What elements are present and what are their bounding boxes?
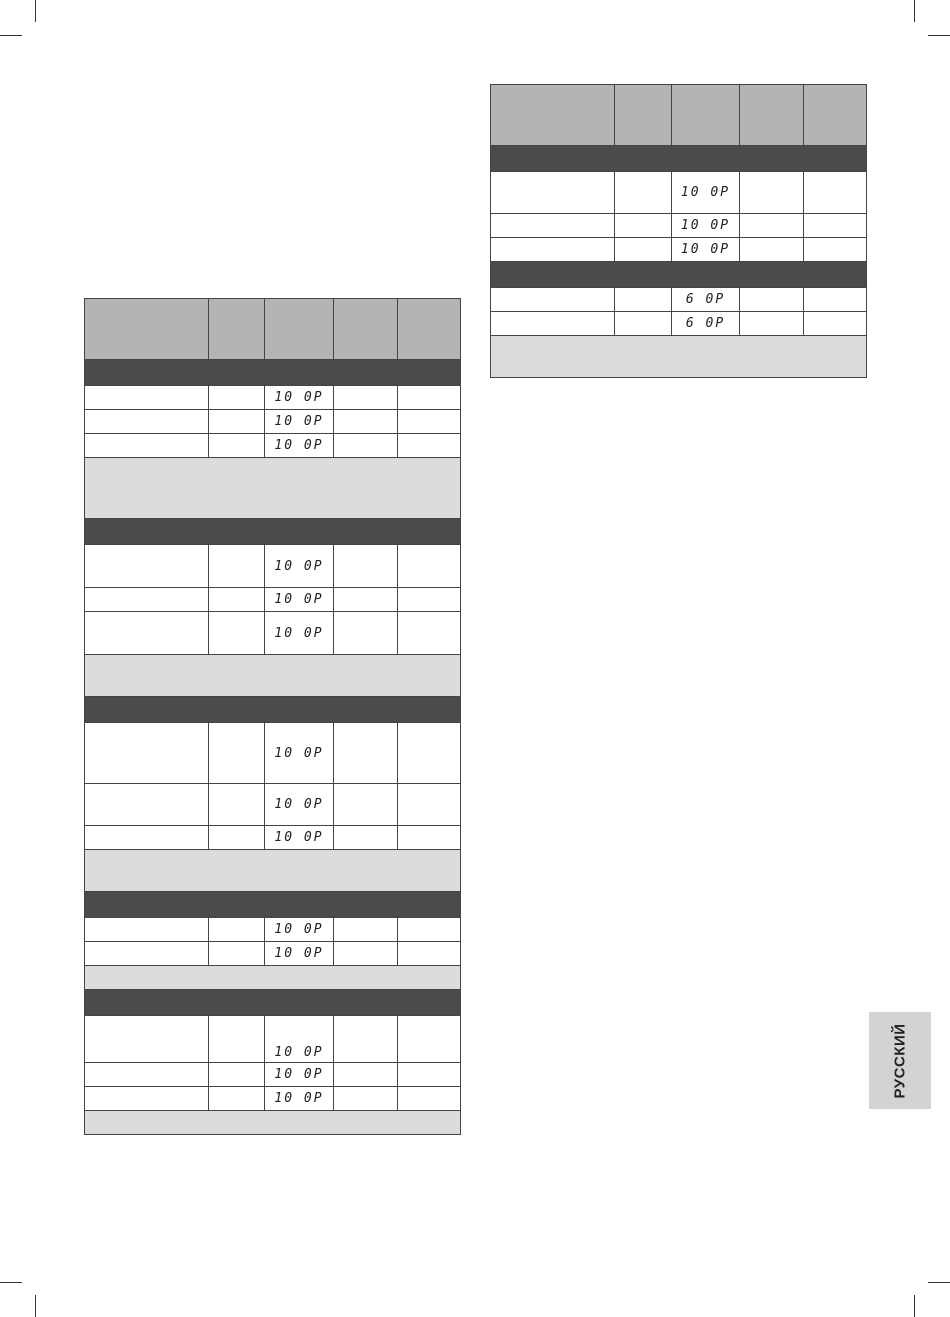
section-row (85, 697, 461, 723)
table-row (85, 410, 461, 434)
display-readout: 10 0P (265, 1016, 334, 1063)
display-readout: 10 0P (265, 1063, 334, 1087)
table-row (85, 434, 461, 458)
crop-mark (35, 1295, 36, 1317)
display-readout: 10 0P (265, 723, 334, 784)
table-row (85, 1016, 461, 1063)
display-readout: 10 0P (265, 918, 334, 942)
table-row (85, 918, 461, 942)
crop-mark (914, 1295, 915, 1317)
table-row (85, 588, 461, 612)
section-row (491, 262, 867, 288)
table-row (85, 386, 461, 410)
display-readout: 10 0P (265, 434, 334, 458)
language-label: РУССКИЙ (891, 1022, 909, 1099)
table-row (85, 612, 461, 655)
display-readout: 6 0P (672, 288, 740, 312)
crop-mark (914, 0, 915, 22)
section-row (85, 892, 461, 918)
table-row (85, 1063, 461, 1087)
display-readout: 10 0P (265, 410, 334, 434)
crop-mark (35, 0, 36, 22)
note-row (85, 1111, 461, 1135)
display-readout: 10 0P (265, 942, 334, 966)
note-row (85, 458, 461, 519)
display-readout: 10 0P (265, 386, 334, 410)
table-row (85, 826, 461, 850)
display-readout: 10 0P (265, 826, 334, 850)
note-row (85, 966, 461, 990)
display-readout: 10 0P (265, 612, 334, 655)
table-row (85, 1087, 461, 1111)
section-row (85, 990, 461, 1016)
section-row (85, 360, 461, 386)
display-readout: 10 0P (265, 1087, 334, 1111)
header-row (85, 299, 461, 360)
table-row (491, 238, 867, 262)
display-readout: 10 0P (265, 784, 334, 826)
table-row (85, 942, 461, 966)
table-row (85, 784, 461, 826)
program-table-left (84, 298, 461, 1135)
section-row (85, 519, 461, 545)
display-readout: 10 0P (672, 214, 740, 238)
header-row (491, 85, 867, 146)
note-row (85, 850, 461, 892)
language-tab (869, 1012, 931, 1109)
crop-mark (928, 1282, 950, 1283)
table-row (491, 172, 867, 214)
table-row (491, 214, 867, 238)
display-readout: 10 0P (672, 172, 740, 214)
section-row (491, 146, 867, 172)
crop-mark (928, 35, 950, 36)
program-table-right (490, 84, 867, 378)
display-readout: 6 0P (672, 312, 740, 336)
table-row (491, 312, 867, 336)
table-row (491, 288, 867, 312)
crop-mark (0, 35, 22, 36)
display-readout: 10 0P (265, 545, 334, 588)
display-readout: 10 0P (672, 238, 740, 262)
note-row (85, 655, 461, 697)
table-row (85, 723, 461, 784)
note-row (491, 336, 867, 378)
table-row (85, 545, 461, 588)
display-readout: 10 0P (265, 588, 334, 612)
crop-mark (0, 1282, 22, 1283)
